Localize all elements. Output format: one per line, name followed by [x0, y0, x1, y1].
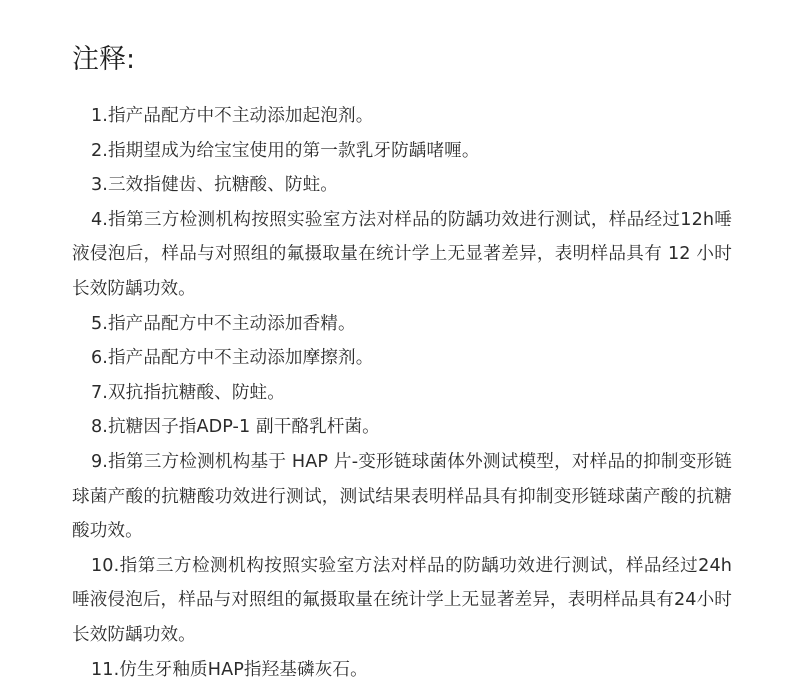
note-item-1: 1.指产品配方中不主动添加起泡剂。: [91, 106, 374, 126]
note-item-7: 7.双抗指抗糖酸、防蛀。: [91, 382, 285, 403]
notes-title: 注释:: [72, 44, 136, 75]
note-item-9: 9.指第三方检测机构基于 HAP 片-变形链球菌体外测试模型，对样品的抑制变形链球菌产酸的抗糖酸功效进行测试，测试结果表明样品具有抑制变形链球菌产酸的抗糖酸功效。: [72, 451, 732, 542]
note-item-4: 4.指第三方检测机构按照实验室方法对样品的防龋功效进行测试，样品经过12h唾液侵泡后，样品与对照组的氟摄取量在统计学上无显著差异，表明样品具有 12 小时长效防龋功效。: [72, 209, 732, 299]
note-item-6: 6.指产品配方中不主动添加摩擦剂。: [91, 348, 374, 369]
note-item-8: 8.抗糖因子指ADP-1 副干酪乳杆菌。: [91, 417, 380, 438]
note-item-10: 10.指第三方检测机构按照实验室方法对样品的防龋功效进行测试，样品经过24h唾液侵泡后，样品与对照组的氟摄取量在统计学上无显著差异，表明样品具有24小时长效防龋功效。: [72, 555, 732, 645]
note-item-3: 3.三效指健齿、抗糖酸、防蛀。: [91, 175, 339, 196]
notes-list: [72, 99, 732, 687]
note-item-5: 5.指产品配方中不主动添加香精。: [91, 313, 356, 334]
note-item-2: 2.指期望成为给宝宝使用的第一款乳牙防龋啫喱。: [91, 140, 480, 161]
note-item-11: 11.仿生牙釉质HAP指羟基磷灰石。: [91, 659, 368, 680]
notes-section: [72, 40, 732, 687]
